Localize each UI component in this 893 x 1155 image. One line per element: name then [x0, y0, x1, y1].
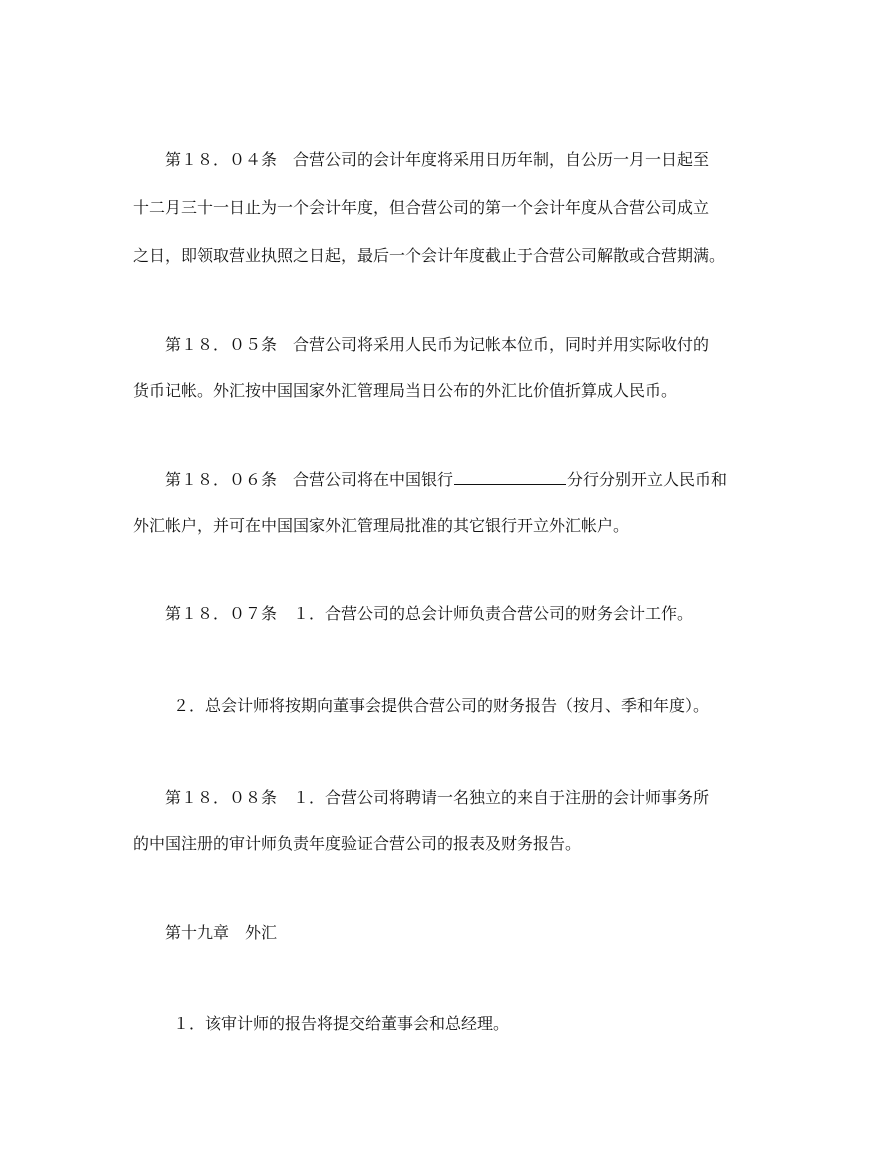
- article-18-06-line-1: [165, 468, 727, 492]
- closing-item: １．该审计师的报告将提交给董事会和总经理。: [173, 1014, 510, 1033]
- article-18-05-line-1: 第１８．０５条 合营公司将采用人民币为记帐本位币，同时并用实际收付的: [165, 335, 710, 354]
- article-18-06-text-after-blank: 分行分别开立人民币和: [567, 470, 728, 489]
- article-18-04-line-1: 第１８．０４条 合营公司的会计年度将采用日历年制，自公历一月一日起至: [165, 150, 710, 169]
- article-18-08-line-1: 第１８．０８条 １．合营公司将聘请一名独立的来自于注册的会计师事务所: [165, 788, 710, 807]
- article-18-06-line-2: 外汇帐户，并可在中国国家外汇管理局批准的其它银行开立外汇帐户。: [133, 516, 630, 535]
- article-18-08-line-2: 的中国注册的审计师负责年度验证合营公司的报表及财务报告。: [133, 834, 582, 853]
- article-18-07-line-1: 第１８．０７条 １．合营公司的总会计师负责合营公司的财务会计工作。: [165, 604, 694, 623]
- bank-branch-blank-field: [454, 468, 566, 485]
- article-18-04-line-2: 十二月三十一日止为一个会计年度，但合营公司的第一个会计年度从合营公司成立: [133, 198, 710, 217]
- chapter-19-heading: 第十九章 外汇: [165, 923, 278, 942]
- article-18-05-line-2: 货币记帐。外汇按中国国家外汇管理局当日公布的外汇比价值折算成人民币。: [133, 381, 678, 400]
- article-18-07-item-2: ２．总会计师将按期向董事会提供合营公司的财务报告（按月、季和年度）。: [173, 696, 710, 715]
- article-18-06-text-before-blank: 第１８．０６条 合营公司将在中国银行: [165, 470, 454, 489]
- article-18-04-line-3: 之日，即领取营业执照之日起，最后一个会计年度截止于合营公司解散或合营期满。: [133, 246, 726, 265]
